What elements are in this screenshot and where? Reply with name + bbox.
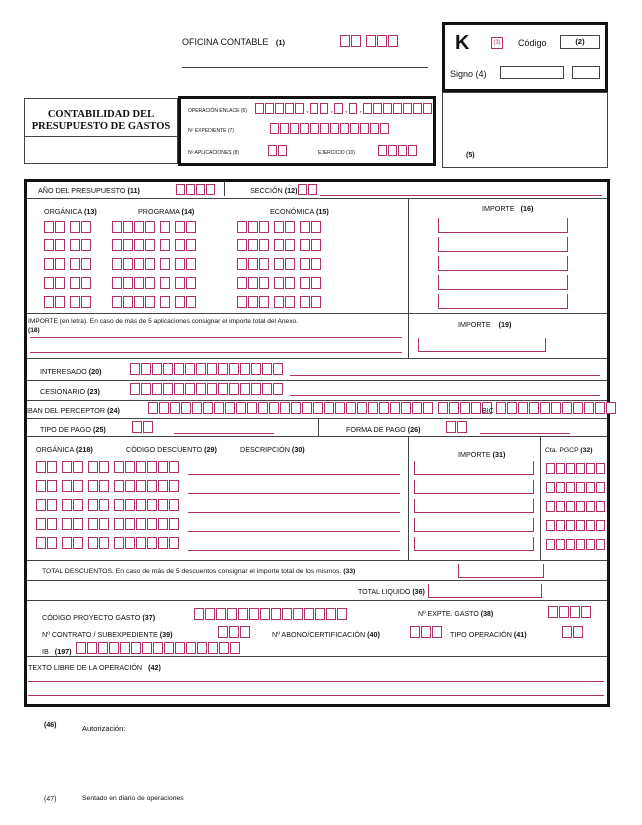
total-liquido-label: TOTAL LIQUIDO (36) <box>358 589 425 596</box>
aplicacion-row[interactable] <box>44 258 322 270</box>
expte-gasto-label: Nº EXPTE. GASTO (38) <box>418 611 494 618</box>
pgcp-label: Cta. PGCP (32) <box>545 447 593 454</box>
oficina-underline <box>182 67 428 68</box>
pgcp-divider <box>540 436 541 560</box>
desc-importe-field[interactable] <box>414 480 534 494</box>
descripcion-line[interactable] <box>188 550 400 551</box>
row-divider-4 <box>27 380 607 381</box>
importe-field[interactable] <box>438 237 568 252</box>
signo-label: Signo (4) <box>450 69 487 79</box>
row-divider-10 <box>27 600 607 601</box>
codigo-label: Código <box>518 38 547 48</box>
descripcion-line[interactable] <box>188 493 400 494</box>
importe2-divider <box>408 313 409 358</box>
tipo-operacion-label: TIPO OPERACIÓN (41) <box>450 630 527 639</box>
ib-label: IB (197) <box>42 647 72 656</box>
autorizacion-label: Autorización: <box>82 724 126 733</box>
desc-importe-field[interactable] <box>414 499 534 513</box>
contrato-input[interactable] <box>218 626 251 638</box>
tipo-operacion-input[interactable] <box>562 626 584 638</box>
autorizacion-num: (46) <box>44 722 57 729</box>
desc-importe-divider <box>408 436 409 560</box>
aplicacion-row[interactable] <box>44 239 322 251</box>
sentado-num: (47) <box>44 796 57 803</box>
row-divider-3 <box>27 358 607 359</box>
importe-letra-line-1[interactable] <box>30 337 402 338</box>
importe-letra-line-2[interactable] <box>30 352 402 353</box>
row-divider-6 <box>27 418 607 419</box>
pgcp-row[interactable] <box>546 520 606 531</box>
iban-label: IBAN DEL PERCEPTOR (24) <box>26 406 120 415</box>
num-expediente-label: Nº EXPEDIENTE (7) <box>188 128 235 134</box>
desc-importe-label: IMPORTE (31) <box>458 450 506 459</box>
forma-pago-label: FORMA DE PAGO (26) <box>346 425 421 434</box>
descuento-row[interactable] <box>36 518 180 530</box>
pgcp-row[interactable] <box>546 539 606 550</box>
descuento-row[interactable] <box>36 499 180 511</box>
descripcion-label: DESCRIPCIÓN (30) <box>240 445 305 454</box>
importe-field[interactable] <box>438 256 568 271</box>
importe2-label: IMPORTE (19) <box>458 320 512 329</box>
num-aplicaciones-label: Nº APLICACIONES (8) <box>188 150 240 156</box>
codigo-descuento-label: CÓDIGO DESCUENTO (29) <box>126 445 217 454</box>
row-divider-11 <box>27 656 607 657</box>
row-divider-5 <box>27 400 607 401</box>
descripcion-line[interactable] <box>188 531 400 532</box>
interesado-underline[interactable] <box>290 375 600 376</box>
row-divider-7 <box>27 436 607 437</box>
texto-libre-line-2[interactable] <box>28 695 604 696</box>
cesionario-label: CESIONARIO (23) <box>40 387 100 396</box>
signo-field[interactable] <box>500 66 564 79</box>
seccion-label: SECCIÓN (12) <box>250 186 298 195</box>
descripcion-line[interactable] <box>188 474 400 475</box>
interesado-input[interactable] <box>130 363 284 375</box>
sentado-label: Sentado en diario de operaciones <box>82 795 184 802</box>
interesado-label: INTERESADO (20) <box>40 367 102 376</box>
bic-label: BIC <box>482 406 494 415</box>
descuento-row[interactable] <box>36 461 180 473</box>
abono-input[interactable] <box>410 626 443 638</box>
operacion-enlace-input[interactable]: , , , , <box>255 103 433 114</box>
anio-input[interactable] <box>176 184 216 195</box>
title-line1: CONTABILIDAD DEL <box>47 109 155 120</box>
ejercicio-input[interactable] <box>378 145 418 156</box>
importe-letra-num: (18) <box>28 327 40 334</box>
importe-field[interactable] <box>438 294 568 309</box>
total-descuentos-field[interactable] <box>458 564 544 578</box>
anio-divider <box>224 182 225 196</box>
oficina-contable-label: OFICINA CONTABLE (1) <box>182 37 286 47</box>
texto-libre-line-1[interactable] <box>28 681 604 682</box>
row-divider-1 <box>27 198 607 199</box>
num-aplicaciones-input[interactable] <box>268 145 288 156</box>
iban-input[interactable] <box>148 402 493 414</box>
importe-label: IMPORTE (16) <box>482 204 534 213</box>
pgcp-row[interactable] <box>546 501 606 512</box>
importe-letra-label: IMPORTE (en letra). En caso de más de 5 aplicaciones consignar el importe total del Anexo. <box>28 318 298 325</box>
desc-importe-field[interactable] <box>414 461 534 475</box>
codigo-field[interactable]: (2) <box>560 35 600 49</box>
programa-label: PROGRAMA (14) <box>138 207 195 216</box>
tipo-pago-label: TIPO DE PAGO (25) <box>40 425 106 434</box>
aplicacion-row[interactable] <box>44 296 322 308</box>
total-liquido-field[interactable] <box>428 584 542 598</box>
importe-field[interactable] <box>438 218 568 233</box>
field5-label: (5) <box>466 152 475 159</box>
row-divider-8 <box>27 560 607 561</box>
seccion-underline <box>320 195 602 196</box>
ib-input[interactable] <box>76 642 241 654</box>
ejercicio-label: EJERCICIO (10) <box>318 150 355 156</box>
descuento-row[interactable] <box>36 480 180 492</box>
operacion-enlace-label: OPERACIÓN ENLACE (6) <box>188 108 247 114</box>
bic-input[interactable] <box>496 402 617 414</box>
forma-pago-underline[interactable] <box>480 433 570 434</box>
desc-organica-label: ORGÁNICA (218) <box>36 445 93 454</box>
tipo-pago-underline[interactable] <box>174 433 274 434</box>
title-line2: PRESUPUESTO DE GASTOS <box>31 121 171 132</box>
economica-label: ECONÓMICA (15) <box>270 207 329 216</box>
anio-label: AÑO DEL PRESUPUESTO (11) <box>38 186 140 195</box>
seccion-input[interactable] <box>298 184 318 195</box>
codigo-proyecto-label: CÓDIGO PROYECTO GASTO (37) <box>42 613 156 622</box>
importe-field[interactable] <box>438 275 568 290</box>
pgcp-row[interactable] <box>546 463 606 474</box>
row-divider-2 <box>27 313 607 314</box>
k-num-cell[interactable]: (3) <box>491 37 503 49</box>
title-divider <box>24 136 178 137</box>
tipo-pago-input[interactable] <box>132 421 154 433</box>
row-divider-9 <box>27 580 607 581</box>
contrato-label: Nº CONTRATO / SUBEXPEDIENTE (39) <box>42 630 173 639</box>
signo-field-2[interactable] <box>572 66 600 79</box>
codigo-proyecto-input[interactable] <box>194 608 348 620</box>
desc-importe-field[interactable] <box>414 518 534 532</box>
num-expediente-input[interactable] <box>270 123 390 134</box>
aplicacion-row[interactable] <box>44 221 322 233</box>
pago-divider <box>318 418 319 436</box>
descuento-row[interactable] <box>36 537 180 549</box>
cesionario-underline[interactable] <box>290 395 600 396</box>
expte-gasto-input[interactable] <box>548 606 592 618</box>
total-descuentos-label: TOTAL DESCUENTOS. En caso de más de 5 descuentos consignar el importe total de los mismos. (33) <box>42 568 356 575</box>
cesionario-input[interactable] <box>130 383 284 395</box>
organica-label: ORGÁNICA (13) <box>44 207 97 216</box>
oficina-contable-input[interactable] <box>340 35 399 47</box>
descripcion-line[interactable] <box>188 512 400 513</box>
importe2-field[interactable] <box>418 338 546 352</box>
abono-label: Nº ABONO/CERTIFICACIÓN (40) <box>272 630 380 639</box>
pgcp-row[interactable] <box>546 482 606 493</box>
forma-pago-input[interactable] <box>446 421 468 433</box>
texto-libre-label: TEXTO LIBRE DE LA OPERACIÓN (42) <box>28 663 161 672</box>
desc-importe-field[interactable] <box>414 537 534 551</box>
k-letter: K <box>455 32 470 54</box>
importe-col-divider <box>408 198 409 314</box>
aplicacion-row[interactable] <box>44 277 322 289</box>
